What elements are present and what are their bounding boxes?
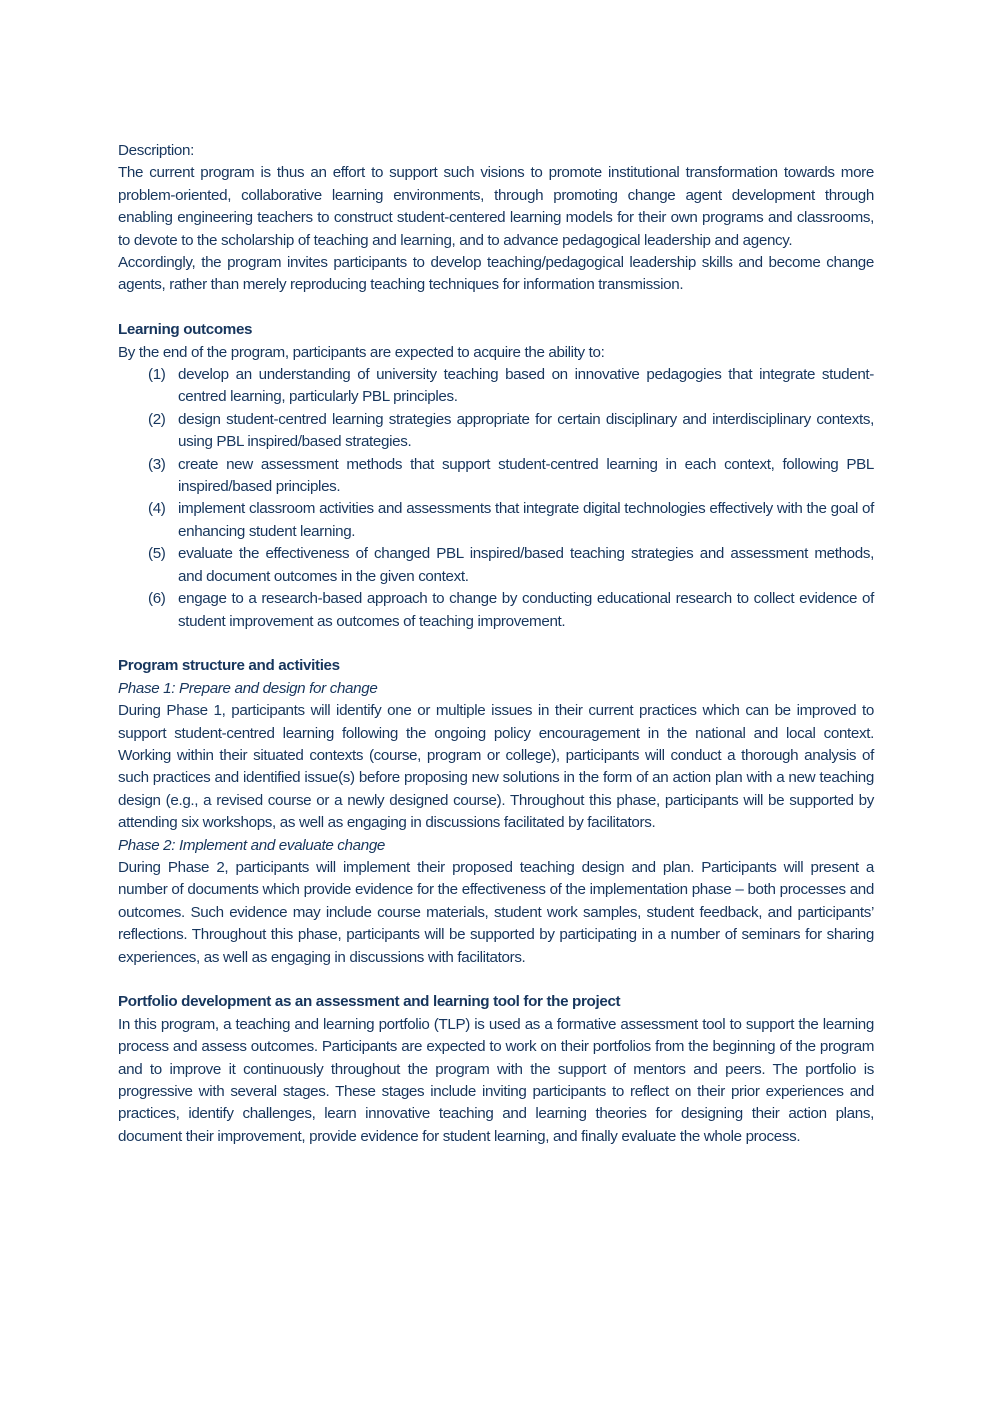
list-text: develop an understanding of university teaching based on innovative pedagogies that integrate student-centred learning, particularly PBL principles. [178, 366, 874, 406]
phase1-text: During Phase 1, participants will identify one or multiple issues in their current practices which can be improved to support student-centred learning following the ongoing policy encouragement in the national and local context. Working within their situated contexts (course, program or college), participants will conduct a thorough analysis of such practices and identified issue(s) before proposing new solutions in the form of an action plan with a new teaching design (e.g., a revised course or a newly designed course). Throughout this phase, participants will be supported by attending six workshops, as well as engaging in discussions facilitated by facilitators. [118, 702, 874, 832]
description-paragraph: Accordingly, the program invites participants to develop teaching/pedagogical leadership skills and become change agents, rather than merely reproducing teaching techniques for information transmission. [118, 254, 874, 294]
list-text: create new assessment methods that support student-centred learning in each context, following PBL inspired/based principles. [178, 455, 874, 496]
spacer [118, 297, 874, 319]
list-item [118, 498, 874, 543]
spacer [118, 633, 874, 655]
list-number: (3) [148, 455, 166, 473]
learning-outcomes-intro: By the end of the program, participants are expected to acquire the ability to: [118, 343, 605, 361]
list-number: (2) [148, 410, 166, 428]
program-structure-heading: Program structure and activities [118, 657, 340, 675]
list-text: evaluate the effectiveness of changed PBL inspired/based teaching strategies and assessment methods, and document outcomes in the given context. [178, 545, 874, 585]
list-number: (1) [148, 366, 166, 384]
spacer [118, 969, 874, 991]
learning-outcomes-list [118, 364, 874, 633]
description-paragraph: The current program is thus an effort to support such visions to promote institutional transformation towards more problem-oriented, collaborative learning environments, through promoting change agent development through enabling engineering teachers to construct student-centered learning models for their own programs and classrooms, to devote to the scholarship of teaching and learning, and to advance pedagogical leadership and agency. [118, 164, 874, 249]
phase2-text: During Phase 2, participants will implement their proposed teaching design and plan. Participants will present a number of documents which provide evidence for the effectiveness of the implementation phase – both processes and outcomes. Such evidence may include course materials, student work samples, student feedback, and participants’ reflections. Throughout this phase, participants will be supported by participating in a number of seminars for sharing experiences, as well as engaging in discussions with facilitators. [118, 858, 874, 966]
list-item [118, 409, 874, 454]
list-text: design student-centred learning strategies appropriate for certain disciplinary and interdisciplinary contexts, using PBL inspired/based strategies. [178, 410, 874, 451]
learning-outcomes-heading: Learning outcomes [118, 321, 253, 339]
list-text: engage to a research-based approach to change by conducting educational research to collect evidence of student improvement as outcomes of teaching improvement. [178, 590, 874, 630]
list-item [118, 454, 874, 499]
description-label: Description: [118, 142, 194, 159]
phase2-title: Phase 2: Implement and evaluate change [118, 836, 386, 854]
list-text: implement classroom activities and assessments that integrate digital technologies effectively with the goal of enhancing student learning. [178, 500, 874, 540]
phase1-title: Phase 1: Prepare and design for change [118, 679, 378, 697]
document-page [118, 140, 874, 1148]
list-item [118, 588, 874, 633]
list-item [118, 543, 874, 588]
list-item [118, 364, 874, 409]
list-number: (5) [148, 545, 166, 563]
portfolio-text: In this program, a teaching and learning portfolio (TLP) is used as a formative assessment tool to support the learning process and assess outcomes. Participants are expected to work on their portfolios from the beginning of the program and to improve it continuously throughout the program with the support of mentors and peers. The portfolio is progressive with several stages. These stages include inviting participants to reflect on their prior experiences and practices, identify challenges, learn innovative teaching and learning theories for designing their action plans, document their improvement, provide evidence for student learning, and finally evaluate the whole process. [118, 1015, 874, 1145]
list-number: (4) [148, 500, 166, 518]
list-number: (6) [148, 590, 166, 608]
portfolio-heading: Portfolio development as an assessment and learning tool for the project [118, 993, 621, 1011]
